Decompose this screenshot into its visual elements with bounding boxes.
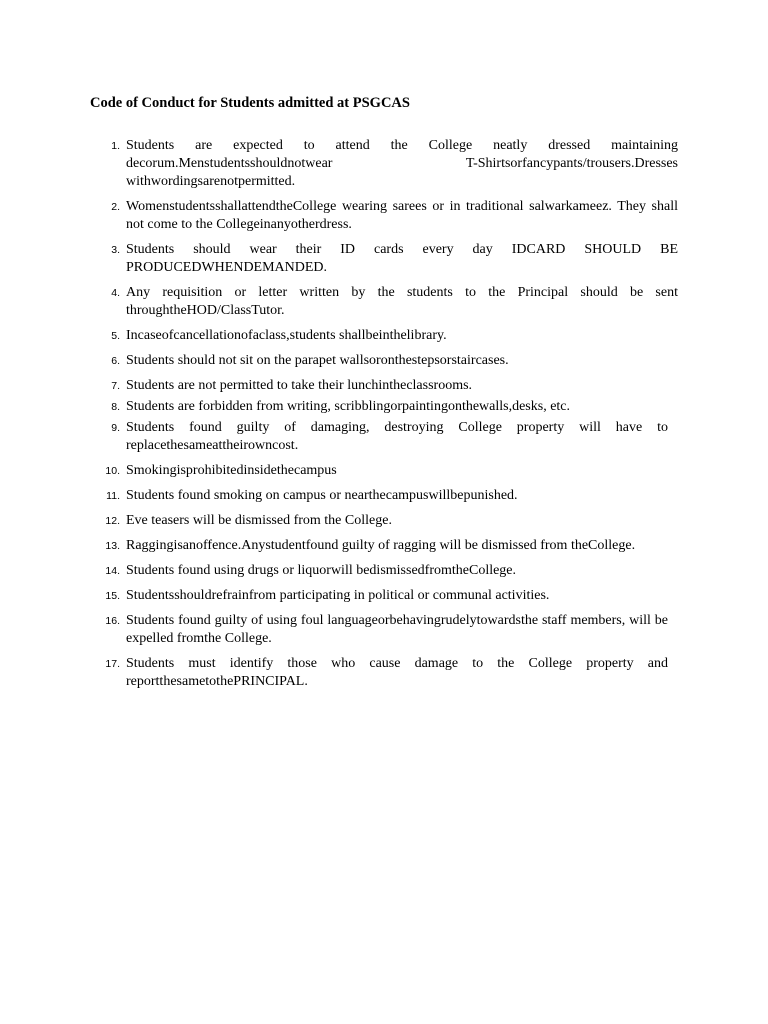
rule-item <box>90 612 678 648</box>
rule-item <box>90 137 678 191</box>
rule-text: Smokingisprohibitedinsidethecampus <box>126 463 337 478</box>
rule-text: Students should not sit on the parapet wallsoronthestepsorstaircases. <box>126 353 509 368</box>
rule-number: 7. <box>111 380 120 392</box>
rule-text: Students found guilty of using foul languageorbehavingrudelytowardsthe staff members, will be expelled fromthe College. <box>126 613 668 646</box>
rule-text: Students are forbidden from writing, scribblingorpaintingonthewalls,desks, etc. <box>126 399 571 414</box>
page-title: Code of Conduct for Students admitted at PSGCAS <box>90 95 410 111</box>
rule-number: 4. <box>111 287 120 299</box>
rule-item <box>90 537 678 555</box>
rule-number: 1. <box>111 140 120 152</box>
rule-number: 8. <box>111 401 120 413</box>
rule-number: 15. <box>105 590 120 602</box>
rule-number: 13. <box>105 540 120 552</box>
rule-text: Students must identify those who cause damage to the College property and reportthesametothePRINCIPAL. <box>126 656 668 689</box>
document-page <box>90 94 678 698</box>
rule-number: 2. <box>111 201 120 213</box>
rule-number: 5. <box>111 330 120 342</box>
rule-item <box>90 462 678 480</box>
rule-text: Students found guilty of damaging, destroying College property will have to replacethesameattheirowncost. <box>126 420 668 453</box>
rule-item <box>90 398 678 416</box>
rule-number: 10. <box>105 465 120 477</box>
rule-number: 14. <box>105 565 120 577</box>
rule-text: Studentsshouldrefrainfrom participating in political or communal activities. <box>126 588 550 603</box>
rule-item <box>90 352 678 370</box>
rule-text: Students are expected to attend the College neatly dressed maintaining decorum.Menstudentsshouldnotwear T-Shirtsorfancypants/trousers.Dresses withwordingsarenotpermitted. <box>126 138 678 189</box>
rule-text: Students should wear their ID cards every day IDCARD SHOULD BE PRODUCEDWHENDEMANDED. <box>126 242 678 275</box>
rule-text: Incaseofcancellationofaclass,students shallbeinthelibrary. <box>126 328 447 343</box>
rule-number: 17. <box>105 658 120 670</box>
rule-number: 11. <box>106 490 120 502</box>
rule-text: WomenstudentsshallattendtheCollege wearing sarees or in traditional salwarkameez. They shall not come to the Collegeinanyotherdress. <box>126 199 678 232</box>
rule-number: 16. <box>105 615 120 627</box>
rule-text: Students found using drugs or liquorwill bedismissedfromtheCollege. <box>126 563 517 578</box>
rule-item <box>90 587 678 605</box>
rule-item <box>90 562 678 580</box>
rule-item <box>90 655 678 691</box>
rule-item <box>90 241 678 277</box>
rule-text: Students found smoking on campus or nearthecampuswillbepunished. <box>126 488 518 503</box>
rule-item <box>90 198 678 234</box>
rule-text: Eve teasers will be dismissed from the College. <box>126 513 392 528</box>
rule-number: 6. <box>111 355 120 367</box>
rule-number: 3. <box>111 244 120 256</box>
rule-item <box>90 284 678 320</box>
rule-item <box>90 377 678 395</box>
rule-number: 9. <box>111 422 120 434</box>
rule-text: Any requisition or letter written by the students to the Principal should be sent throughtheHOD/ClassTutor. <box>126 285 678 318</box>
rule-item <box>90 512 678 530</box>
rule-number: 12. <box>105 515 120 527</box>
rule-item <box>90 327 678 345</box>
rules-list <box>90 137 678 691</box>
rule-text: Raggingisanoffence.Anystudentfound guilty of ragging will be dismissed from theCollege. <box>126 538 636 553</box>
rule-item <box>90 419 678 455</box>
rule-text: Students are not permitted to take their lunchintheclassrooms. <box>126 378 473 393</box>
rule-item <box>90 487 678 505</box>
